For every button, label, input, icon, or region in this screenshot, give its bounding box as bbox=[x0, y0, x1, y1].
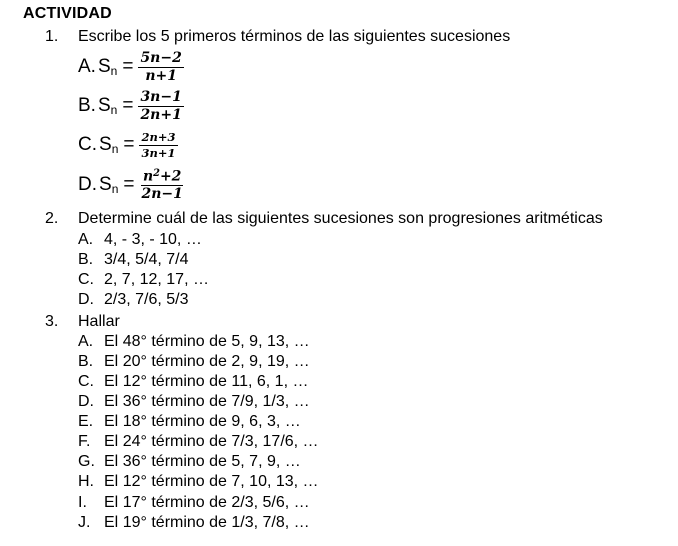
q2-item-c-text: 2, 7, 12, 17, … bbox=[104, 271, 209, 288]
q3-item-e-letter: E. bbox=[78, 413, 94, 430]
q3-item-f-letter: F. bbox=[78, 433, 91, 450]
q3-item-h-letter: H. bbox=[78, 473, 94, 490]
sequence-b-fraction bbox=[138, 90, 183, 122]
sequence-a-fraction bbox=[138, 51, 183, 83]
sequence-b-equals: = bbox=[122, 95, 134, 116]
sequence-c-letter: C. bbox=[78, 134, 97, 155]
sequence-c-numerator: 2n+3 bbox=[141, 130, 176, 145]
q2-item-a-text: 4, - 3, - 10, … bbox=[104, 231, 202, 248]
q3-item-i-letter: I. bbox=[78, 494, 87, 511]
q3-item-d-text: El 36° término de 7/9, 1/3, … bbox=[104, 393, 310, 410]
q2-item-b-letter: B. bbox=[78, 251, 94, 268]
q3-item-b-text: El 20° término de 2, 9, 19, … bbox=[104, 353, 310, 370]
sequence-b bbox=[78, 86, 184, 126]
q3-item-a-text: El 48° término de 5, 9, 13, … bbox=[104, 333, 310, 350]
sequence-d-symbol: $S_n$ bbox=[99, 174, 119, 196]
sequence-a-letter: A. bbox=[78, 56, 96, 77]
sequence-b-denominator: 2n+1 bbox=[140, 106, 182, 123]
question-3-text: Hallar bbox=[78, 313, 120, 330]
sequence-c bbox=[78, 125, 178, 165]
q3-item-j-text: El 19° término de 1/3, 7/8, … bbox=[104, 514, 310, 531]
sequence-c-equals: = bbox=[123, 134, 135, 155]
q3-item-f-text: El 24° término de 7/3, 17/6, … bbox=[104, 433, 319, 450]
sequence-c-fraction bbox=[139, 131, 177, 158]
sequence-b-letter: B. bbox=[78, 95, 96, 116]
q3-item-h-text: El 12° término de 7, 10, 13, … bbox=[104, 473, 319, 490]
sequence-d-fraction bbox=[139, 169, 184, 202]
sequence-d-letter: D. bbox=[78, 174, 97, 195]
q3-item-c-text: El 12° término de 11, 6, 1, … bbox=[104, 373, 309, 390]
question-1-number: 1. bbox=[45, 28, 59, 45]
q3-item-e-text: El 18° término de 9, 6, 3, … bbox=[104, 413, 301, 430]
sequence-d-equals: = bbox=[123, 174, 135, 195]
sequence-b-numerator: 3n−1 bbox=[140, 88, 182, 105]
question-1-text: Escribe los 5 primeros términos de las siguientes sucesiones bbox=[78, 28, 511, 45]
q2-item-d-text: 2/3, 7/6, 5/3 bbox=[104, 291, 189, 308]
document-title: ACTIVIDAD bbox=[23, 5, 112, 22]
q2-item-b-text: 3/4, 5/4, 7/4 bbox=[104, 251, 189, 268]
q2-item-d-letter: D. bbox=[78, 291, 94, 308]
sequence-a-symbol: $S_n$ bbox=[97, 56, 118, 78]
q3-item-a-letter: A. bbox=[78, 333, 94, 350]
q3-item-c-letter: C. bbox=[78, 373, 94, 390]
sequence-a-equals: = bbox=[122, 56, 134, 77]
sequence-a bbox=[78, 47, 184, 87]
q3-item-d-letter: D. bbox=[78, 393, 94, 410]
q3-item-j-letter: J. bbox=[78, 514, 91, 531]
sequence-d-denominator: 2n−1 bbox=[141, 185, 183, 202]
q2-item-a-letter: A. bbox=[78, 231, 94, 248]
question-3-number: 3. bbox=[45, 313, 59, 330]
q3-item-g-letter: G. bbox=[78, 453, 95, 470]
sequence-c-denominator: 3n+1 bbox=[141, 145, 176, 160]
q2-item-c-letter: C. bbox=[78, 271, 94, 288]
question-2-number: 2. bbox=[45, 210, 59, 227]
sequence-d bbox=[78, 165, 185, 205]
q3-item-g-text: El 36° término de 5, 7, 9, … bbox=[104, 453, 301, 470]
q3-item-i-text: El 17° término de 2/3, 5/6, … bbox=[104, 494, 310, 511]
sequence-a-denominator: n+1 bbox=[145, 67, 177, 84]
sequence-a-numerator: 5n−2 bbox=[140, 49, 182, 66]
question-2-text: Determine cuál de las siguientes sucesiones son progresiones aritméticas bbox=[78, 210, 603, 227]
sequence-c-symbol: $S_n$ bbox=[99, 134, 119, 156]
sequence-d-numerator: $n^2+2$ bbox=[142, 167, 182, 185]
sequence-b-symbol: $S_n$ bbox=[97, 95, 118, 117]
q3-item-b-letter: B. bbox=[78, 353, 94, 370]
